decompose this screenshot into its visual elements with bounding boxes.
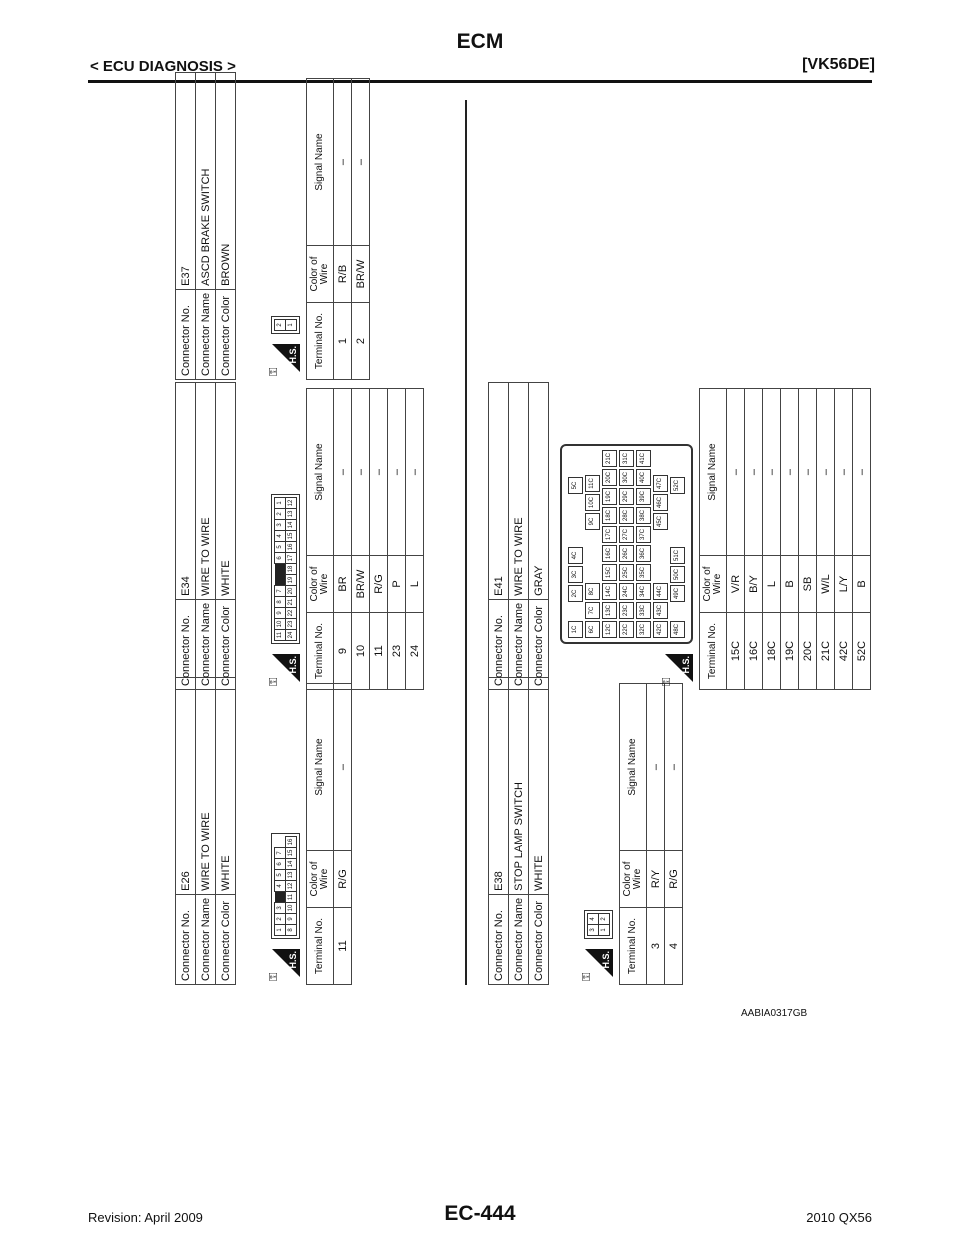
connector-header-table (488, 382, 549, 690)
header-value: E34 (176, 382, 196, 599)
pin-cell: 33C (636, 602, 651, 619)
signal-name: – (370, 389, 388, 556)
terminal-table-header: Terminal No. (307, 613, 334, 690)
connector-face-area (236, 677, 306, 985)
wire-color: L (406, 556, 424, 613)
header-key: Connector Color (529, 599, 549, 689)
table-row (370, 389, 388, 690)
pin-cell: 11 (286, 892, 297, 903)
wire-color: R/Y (647, 851, 665, 908)
pin-cell: 13C (602, 602, 617, 619)
hs-label: H.S. (288, 951, 298, 969)
wire-color: L/Y (835, 556, 853, 613)
table-row (334, 79, 352, 380)
signal-name: – (352, 79, 370, 246)
figure-reference: AABIA0317GB (741, 1008, 808, 1019)
connector-block-e38 (488, 677, 683, 985)
table-row (665, 684, 683, 985)
terminal-table (306, 78, 370, 380)
terminal-table-header: Color of Wire (620, 851, 647, 908)
header-key: Connector Name (509, 599, 529, 689)
pin-cell: 1C (568, 621, 583, 638)
terminal-no: 23 (388, 613, 406, 690)
hs-harness-side-icon (268, 654, 300, 686)
pin-cell: 47C (653, 475, 668, 492)
pin-cell: 7 (275, 848, 286, 859)
table-row (352, 389, 370, 690)
terminal-table-header: Color of Wire (307, 246, 334, 303)
wire-color: R/G (370, 556, 388, 613)
connector-symbol-icon: ⚿ (661, 677, 673, 686)
terminal-table-header: Color of Wire (307, 556, 334, 613)
table-row (763, 389, 781, 690)
terminal-no: 21C (817, 613, 835, 690)
connector-face-diagram (271, 316, 300, 334)
pin-cell: 5C (568, 477, 583, 494)
pin-cell: 37C (636, 526, 651, 543)
pin-cell: 4 (588, 914, 599, 925)
header-key: Connector No. (176, 289, 196, 379)
page-title: ECM (456, 30, 504, 53)
terminal-no: 4 (665, 908, 683, 985)
pin-cell: 6 (275, 553, 286, 564)
pin-cell: 31C (619, 450, 634, 467)
header-value: GRAY (529, 382, 549, 599)
pin-cell: 44C (653, 583, 668, 600)
pin-cell: 27C (619, 526, 634, 543)
pin-cell: 34C (636, 583, 651, 600)
signal-name: – (647, 684, 665, 851)
pin-cell: 14 (286, 520, 297, 531)
header-key: Connector No. (176, 599, 196, 689)
pin-cell: 9 (275, 608, 286, 619)
table-row (334, 684, 352, 985)
wire-color: L (763, 556, 781, 613)
connector-symbol-icon: ⚿ (268, 677, 280, 686)
pin-cell: 5 (275, 542, 286, 553)
pin-cell: 12 (286, 498, 297, 509)
hs-harness-side-icon (268, 949, 300, 981)
pin-cell: 4C (568, 547, 583, 564)
terminal-no: 19C (781, 613, 799, 690)
signal-name: – (835, 389, 853, 556)
header-value: WIRE TO WIRE (509, 382, 529, 599)
pin-cell: 1 (275, 925, 286, 936)
pin-cell: 15C (602, 564, 617, 581)
table-row (388, 389, 406, 690)
signal-name: – (406, 389, 424, 556)
revision-label: Revision: April 2009 (88, 1210, 203, 1225)
terminal-no: 16C (745, 613, 763, 690)
pin-cell: 45C (653, 513, 668, 530)
signal-name: – (817, 389, 835, 556)
terminal-table (619, 683, 683, 985)
pin-cell: 22C (619, 621, 634, 638)
header-key: Connector Color (216, 599, 236, 689)
connector-block-e41 (488, 382, 871, 690)
pin-cell: 7C (585, 602, 600, 619)
pin-cell: 12C (602, 621, 617, 638)
table-row (853, 389, 871, 690)
wire-color: B (781, 556, 799, 613)
terminal-table-header: Terminal No. (307, 908, 334, 985)
pin-cell: 22 (286, 608, 297, 619)
hs-label: H.S. (288, 656, 298, 674)
pin-cell: 3 (275, 903, 286, 914)
header-value: E37 (176, 72, 196, 289)
connector-face-diagram (271, 833, 300, 939)
terminal-no: 1 (334, 303, 352, 380)
pin-cell: 52C (670, 477, 685, 494)
terminal-table-header: Terminal No. (700, 613, 727, 690)
header-value: WHITE (529, 677, 549, 894)
pin-cell: 10 (275, 619, 286, 630)
table-row (406, 389, 424, 690)
pin-cell: 8C (585, 583, 600, 600)
pin-cell: 18C (602, 507, 617, 524)
pin-cell: 8 (275, 597, 286, 608)
signal-name: – (352, 389, 370, 556)
wire-color: BR/W (352, 246, 370, 303)
pin-cell: 9 (286, 914, 297, 925)
section-label: < ECU DIAGNOSIS > (90, 58, 236, 75)
connector-face-area (549, 677, 619, 985)
terminal-table-header: Color of Wire (700, 556, 727, 613)
header-value: WIRE TO WIRE (196, 382, 216, 599)
pin-cell: 1 (275, 498, 286, 509)
table-row (647, 684, 665, 985)
terminal-table-header: Signal Name (700, 389, 727, 556)
pin-cell: 19C (602, 488, 617, 505)
pin-cell: 6 (275, 859, 286, 870)
pin-cell: 20C (602, 469, 617, 486)
header-value: E41 (489, 382, 509, 599)
header-key: Connector Name (196, 289, 216, 379)
wire-color: V/R (727, 556, 745, 613)
connector-face-area (236, 382, 306, 690)
pin-cell: 8 (286, 925, 297, 936)
header-key: Connector No. (489, 599, 509, 689)
table-row (817, 389, 835, 690)
wire-color: SB (799, 556, 817, 613)
pin-cell: 3 (275, 520, 286, 531)
pin-cell: 4 (275, 881, 286, 892)
terminal-no: 10 (352, 613, 370, 690)
pin-cell: 11C (585, 475, 600, 492)
terminal-no: 11 (334, 908, 352, 985)
pin-cell: 17 (286, 553, 297, 564)
pin-cell: 2 (275, 320, 286, 331)
pin-cell: 51C (670, 547, 685, 564)
engine-label: [VK56DE] (802, 56, 875, 73)
header-key: Connector Color (529, 894, 549, 984)
pin-cell: 3C (568, 566, 583, 583)
pin-cell: 24 (286, 630, 297, 641)
signal-name: – (665, 684, 683, 851)
pin-cell: 23C (619, 602, 634, 619)
pin-cell: 14C (602, 583, 617, 600)
terminal-no: 11 (370, 613, 388, 690)
hs-harness-side-icon (581, 949, 613, 981)
pin-cell: 35C (636, 564, 651, 581)
connector-face-diagram (271, 494, 300, 644)
pin-cell: 25C (619, 564, 634, 581)
table-row (799, 389, 817, 690)
terminal-table-header: Signal Name (307, 389, 334, 556)
signal-name: – (334, 389, 352, 556)
pin-cell: 40C (636, 469, 651, 486)
connector-face-diagram (560, 444, 693, 644)
header-key: Connector Color (216, 894, 236, 984)
signal-name: – (334, 79, 352, 246)
pin-cell: 13 (286, 509, 297, 520)
table-row (352, 79, 370, 380)
pin-cell: 19 (286, 575, 297, 586)
terminal-table-header: Terminal No. (307, 303, 334, 380)
signal-name: – (334, 684, 352, 851)
connector-face-area (549, 382, 699, 690)
terminal-table-header: Color of Wire (307, 851, 334, 908)
pin-cell: 49C (670, 585, 685, 602)
pin-cell: 4 (275, 531, 286, 542)
pin-cell: 15 (286, 848, 297, 859)
pin-cell: 17C (602, 526, 617, 543)
terminal-no: 3 (647, 908, 665, 985)
pin-cell: 16 (286, 837, 297, 848)
header-value: E26 (176, 677, 196, 894)
column-divider (465, 100, 467, 985)
page-number: EC-444 (444, 1202, 516, 1225)
pin-cell: 41C (636, 450, 651, 467)
terminal-no: 24 (406, 613, 424, 690)
header-key: Connector Name (196, 599, 216, 689)
wire-color: R/G (334, 851, 352, 908)
pin-cell: 32C (636, 621, 651, 638)
hs-label: H.S. (288, 346, 298, 364)
pin-cell: 24C (619, 583, 634, 600)
signal-name: – (853, 389, 871, 556)
header-value: ASCD BRAKE SWITCH (196, 72, 216, 289)
terminal-no: 42C (835, 613, 853, 690)
wire-color: R/G (665, 851, 683, 908)
pin-cell: 36C (636, 545, 651, 562)
wire-color: W/L (817, 556, 835, 613)
header-key: Connector No. (489, 894, 509, 984)
wire-color: BR/W (352, 556, 370, 613)
pin-cell: 26C (619, 545, 634, 562)
pin-cell: 11 (275, 630, 286, 641)
header-value: WHITE (216, 382, 236, 599)
pin-cell: 9C (585, 513, 600, 530)
connector-symbol-icon: ⚿ (268, 972, 280, 981)
connector-block-e37 (175, 72, 370, 380)
header-value: E38 (489, 677, 509, 894)
terminal-no: 52C (853, 613, 871, 690)
pin-cell: 2 (275, 914, 286, 925)
table-row (781, 389, 799, 690)
pin-cell: 13 (286, 870, 297, 881)
signal-name: – (745, 389, 763, 556)
signal-name: – (781, 389, 799, 556)
table-row (727, 389, 745, 690)
terminal-no: 2 (352, 303, 370, 380)
header-key: Connector No. (176, 894, 196, 984)
pin-cell: 23 (286, 619, 297, 630)
pin-cell: 48C (670, 621, 685, 638)
pin-cell: 14 (286, 859, 297, 870)
wire-color: B (853, 556, 871, 613)
terminal-table (306, 388, 424, 690)
pin-cell: 46C (653, 494, 668, 511)
terminal-no: 9 (334, 613, 352, 690)
pin-cell: 38C (636, 507, 651, 524)
header-value: BROWN (216, 72, 236, 289)
connector-block-e26 (175, 677, 352, 985)
pin-cell: 16 (286, 542, 297, 553)
connector-header-table (175, 382, 236, 690)
connector-header-table (488, 677, 549, 985)
pin-cell: 15 (286, 531, 297, 542)
signal-name: – (388, 389, 406, 556)
pin-cell: 16C (602, 545, 617, 562)
connector-symbol-icon: ⚿ (268, 367, 280, 376)
header-key: Connector Name (196, 894, 216, 984)
terminal-table-header: Signal Name (620, 684, 647, 851)
header-value: STOP LAMP SWITCH (509, 677, 529, 894)
signal-name: – (799, 389, 817, 556)
wire-color: P (388, 556, 406, 613)
pin-cell: 10 (286, 903, 297, 914)
pin-cell: 10C (585, 494, 600, 511)
pin-cell: 2C (568, 585, 583, 602)
table-row (745, 389, 763, 690)
terminal-table (306, 683, 352, 985)
terminal-table-header: Signal Name (307, 684, 334, 851)
hs-label: H.S. (601, 951, 611, 969)
pin-cell: 20 (286, 586, 297, 597)
pin-cell: 21C (602, 450, 617, 467)
pin-cell: 50C (670, 566, 685, 583)
hs-harness-side-icon (661, 654, 693, 686)
terminal-table-header: Terminal No. (620, 908, 647, 985)
hs-label: H.S. (681, 656, 691, 674)
pin-cell: 28C (619, 507, 634, 524)
pin-cell: 2 (599, 914, 610, 925)
pin-cell: 30C (619, 469, 634, 486)
header-value: WHITE (216, 677, 236, 894)
wire-color: B/Y (745, 556, 763, 613)
pin-cell: 7 (275, 586, 286, 597)
connector-symbol-icon: ⚿ (581, 972, 593, 981)
table-row (334, 389, 352, 690)
connector-face-area (236, 72, 306, 380)
terminal-no: 20C (799, 613, 817, 690)
terminal-table-header: Signal Name (307, 79, 334, 246)
connector-face-diagram (584, 910, 613, 939)
pin-cell: 18 (286, 564, 297, 575)
pin-cell: 42C (653, 621, 668, 638)
signal-name: – (727, 389, 745, 556)
pin-cell: 29C (619, 488, 634, 505)
pin-cell: 3 (588, 925, 599, 936)
terminal-table (699, 388, 871, 690)
pin-cell: 43C (653, 602, 668, 619)
connector-header-table (175, 677, 236, 985)
signal-name: – (763, 389, 781, 556)
table-row (835, 389, 853, 690)
terminal-no: 18C (763, 613, 781, 690)
pin-cell: 1 (286, 320, 297, 331)
header-key: Connector Color (216, 289, 236, 379)
pin-cell: 1 (599, 925, 610, 936)
header-value: WIRE TO WIRE (196, 677, 216, 894)
pin-cell: 6C (585, 621, 600, 638)
pin-cell: 5 (275, 870, 286, 881)
pin-cell: 12 (286, 881, 297, 892)
pin-cell: 2 (275, 509, 286, 520)
hs-harness-side-icon (268, 344, 300, 376)
header-key: Connector Name (509, 894, 529, 984)
connector-block-e34 (175, 382, 424, 690)
wire-color: R/B (334, 246, 352, 303)
wire-color: BR (334, 556, 352, 613)
terminal-no: 15C (727, 613, 745, 690)
connector-header-table (175, 72, 236, 380)
model-label: 2010 QX56 (806, 1210, 872, 1225)
pin-cell: 39C (636, 488, 651, 505)
pin-cell: 21 (286, 597, 297, 608)
